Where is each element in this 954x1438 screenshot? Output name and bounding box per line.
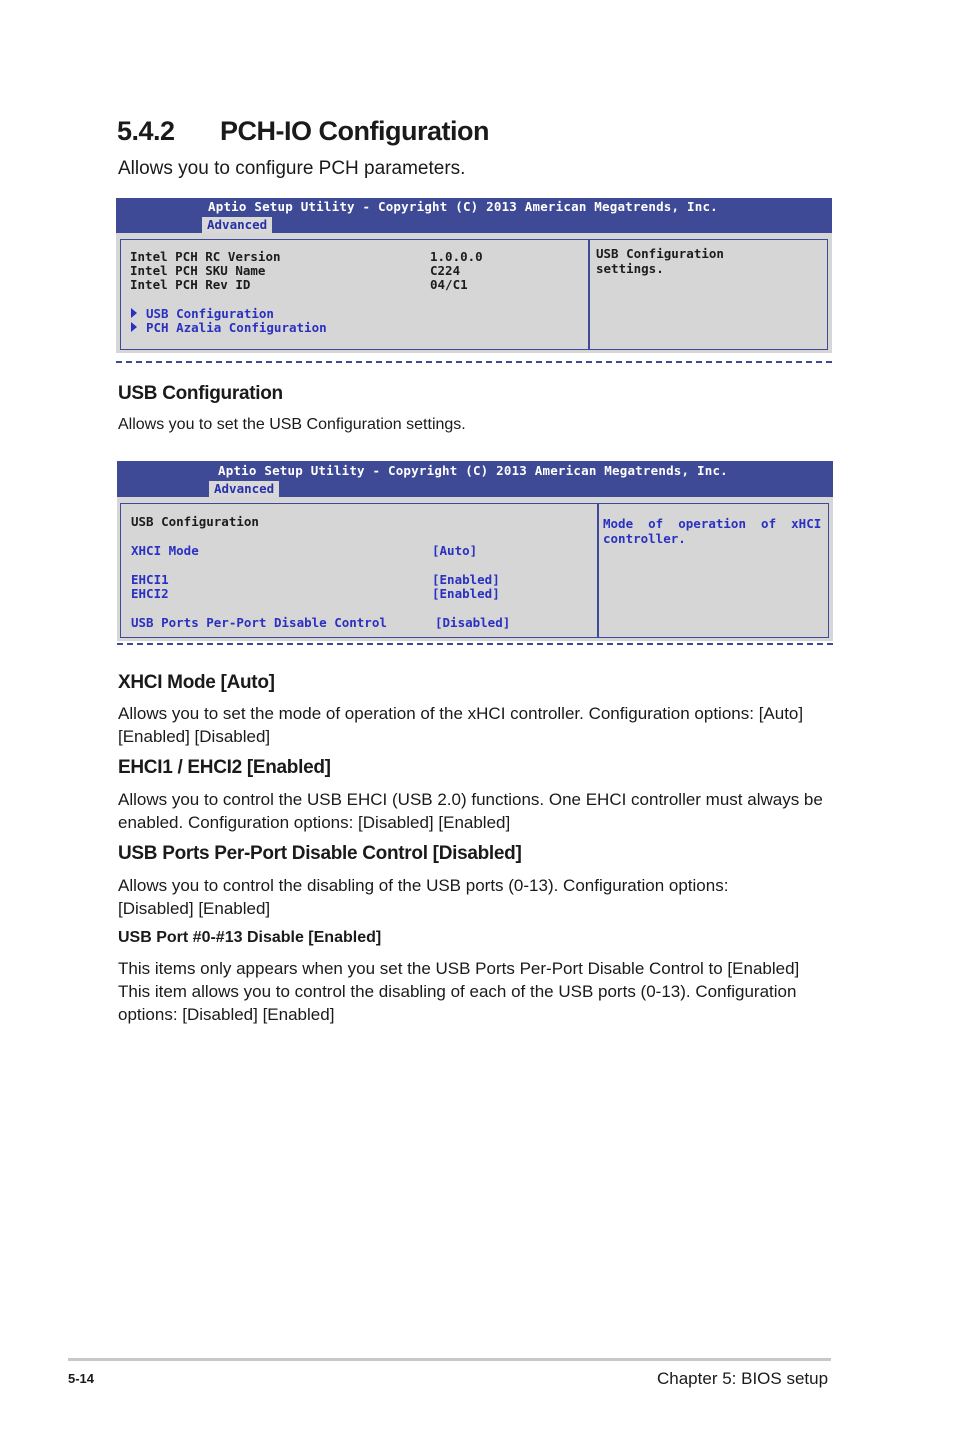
ehci-text: Allows you to control the USB EHCI (USB 2.0) functions. One EHCI controller must always be enabled. Configuration options: [Disabled] [Enabled] <box>118 790 823 832</box>
pch-rev-id-value: 04/C1 <box>430 277 468 292</box>
bios-copyright: Aptio Setup Utility - Copyright (C) 2013 American Megatrends, Inc. <box>208 199 718 214</box>
section-title: PCH-IO Configuration <box>220 116 489 146</box>
tab-advanced[interactable]: Advanced <box>202 217 272 233</box>
bios-copyright: Aptio Setup Utility - Copyright (C) 2013 American Megatrends, Inc. <box>218 463 728 478</box>
bios-body <box>117 497 833 641</box>
ehci1-value[interactable]: [Enabled] <box>432 572 500 587</box>
ehci2-label[interactable]: EHCI2 <box>131 586 169 601</box>
pch-rev-id-label: Intel PCH Rev ID <box>130 277 251 292</box>
section-lead: Allows you to configure PCH parameters. <box>118 158 466 179</box>
bios-screen-pch-io <box>116 198 832 364</box>
pch-rc-version-label: Intel PCH RC Version <box>130 249 281 264</box>
help-text-line: Mode of operation of xHCI <box>603 516 822 531</box>
help-text-line: controller. <box>603 531 686 546</box>
submenu-arrow-icon <box>131 322 137 332</box>
ehci2-value[interactable]: [Enabled] <box>432 586 500 601</box>
usb-ports-per-port-label[interactable]: USB Ports Per-Port Disable Control <box>131 615 387 630</box>
usb-configuration-heading: USB Configuration <box>118 383 283 404</box>
bios-help-panel <box>598 503 829 638</box>
bios-help-panel <box>589 239 828 350</box>
submenu-usb-configuration[interactable]: USB Configuration <box>146 306 274 321</box>
pch-sku-name-label: Intel PCH SKU Name <box>130 263 266 278</box>
bios-screen-usb-configuration <box>117 461 833 647</box>
usb-ports-per-port-value[interactable]: [Disabled] <box>435 615 511 630</box>
ehci-heading: EHCI1 / EHCI2 [Enabled] <box>118 757 331 778</box>
xhci-mode-text: Allows you to set the mode of operation of the xHCI controller. Configuration options: [Auto] [Enabled] [Disabled] <box>118 704 804 746</box>
tab-advanced[interactable]: Advanced <box>209 481 279 497</box>
bios-main-panel <box>120 239 589 350</box>
submenu-arrow-icon <box>131 308 137 318</box>
usb-configuration-desc: Allows you to set the USB Configuration settings. <box>118 416 466 433</box>
bios-dashed-divider <box>117 643 833 645</box>
bios-header <box>116 198 832 233</box>
usb-port-disable-heading: USB Port #0-#13 Disable [Enabled] <box>118 929 382 946</box>
help-text-line: settings. <box>596 261 664 276</box>
page-number: 5-14 <box>68 1371 95 1386</box>
submenu-pch-azalia-configuration[interactable]: PCH Azalia Configuration <box>146 320 327 335</box>
bios-dashed-divider <box>116 361 832 363</box>
bios-header <box>117 461 833 497</box>
pch-sku-name-value: C224 <box>430 263 461 278</box>
xhci-mode-heading: XHCI Mode [Auto] <box>118 672 275 693</box>
section-number: 5.4.2 <box>117 116 175 146</box>
usb-ports-heading: USB Ports Per-Port Disable Control [Disabled] <box>118 843 522 864</box>
usb-port-disable-text: This items only appears when you set the USB Ports Per-Port Disable Control to [Enabled] This item allows you to control the disabling of each of the USB ports (0-13). Configuration options: [Disabled] [Enabled] <box>118 959 800 1024</box>
xhci-mode-value[interactable]: [Auto] <box>432 543 478 558</box>
pch-rc-version-value: 1.0.0.0 <box>430 249 483 264</box>
ehci1-label[interactable]: EHCI1 <box>131 572 169 587</box>
chapter-label: Chapter 5: BIOS setup <box>657 1369 829 1388</box>
help-text-line: USB Configuration <box>596 246 724 261</box>
bios-page-title: USB Configuration <box>131 514 259 529</box>
bios-body <box>116 233 832 353</box>
usb-ports-text: Allows you to control the disabling of the USB ports (0-13). Configuration options: [Disabled] [Enabled] <box>118 876 729 918</box>
footer-rule <box>68 1358 831 1361</box>
xhci-mode-label[interactable]: XHCI Mode <box>131 543 199 558</box>
bios-main-panel <box>120 503 598 638</box>
